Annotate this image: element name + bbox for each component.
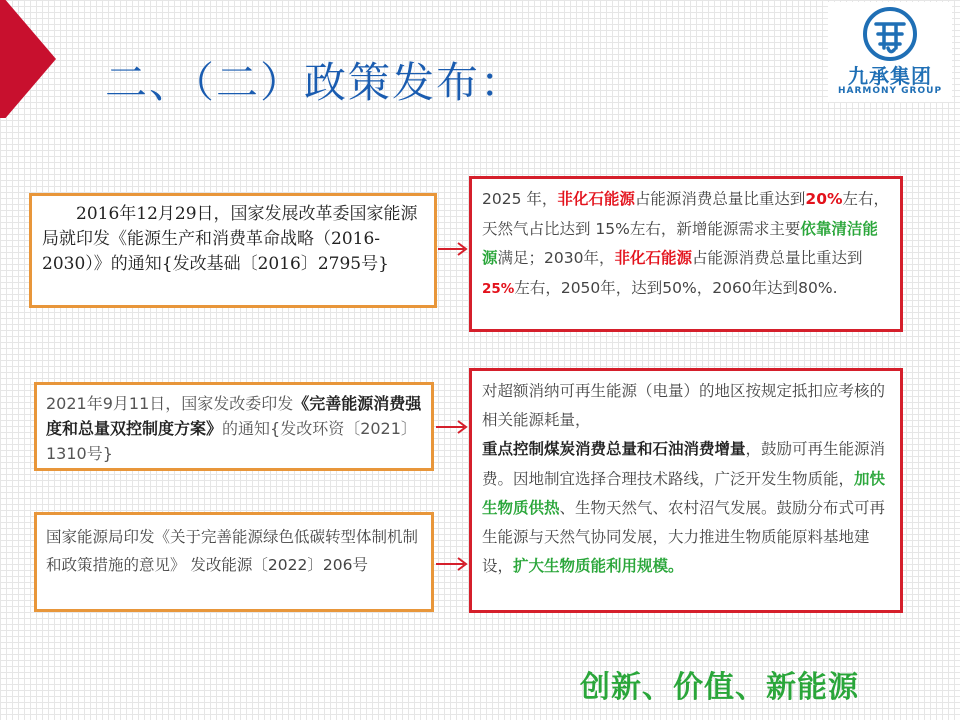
highlight-non-fossil: 非化石能源	[557, 190, 635, 208]
policy-2016-text: 2016年12月29日，国家发展改革委国家能源局就印发《能源生产和消费革命战略（2016-2030）》的通知{发改基础〔2016〕2795号}	[42, 204, 418, 274]
policy-2021-prefix: 2021年9月11日，国家发改委印发	[46, 394, 294, 413]
text-segment: 满足；2030年，	[497, 249, 615, 267]
company-logo	[828, 2, 952, 102]
target-biomass-text	[482, 377, 890, 581]
policy-box-2022	[34, 512, 434, 612]
logo-chinese-name: 九承集团	[848, 64, 932, 88]
text-segment: 占能源消费总量比重达到	[691, 249, 863, 267]
text-segment: 、生物天然气、农村沼气发展。鼓励分布式可再生能源与天然气协同发展，大力推进生物质能原料基地建设，	[482, 498, 886, 576]
highlight-25-percent: 25%	[482, 280, 515, 297]
arrow-right-icon	[438, 242, 470, 256]
text-segment: 对超额消纳可再生能源（电量）的地区按规定抵扣应考核的相关能源耗量，	[482, 382, 886, 430]
harmony-group-logo-icon	[862, 6, 918, 62]
policy-2021-doc-title: 《完善能源消费强度和总量双控制度方案》	[46, 394, 422, 438]
highlight-coal-oil-control: 重点控制煤炭消费总量和石油消费增量	[482, 440, 746, 459]
text-segment: ，鼓励可再生能源消费。因地制宜选择合理技术路线，广泛开发生物质能，	[482, 440, 886, 488]
highlight-non-fossil-2030: 非化石能源	[614, 249, 692, 267]
highlight-clean-energy: 依靠清洁能源	[482, 219, 878, 267]
arrow-right-icon	[436, 420, 470, 434]
highlight-20-percent: 20%	[805, 190, 843, 208]
slogan: 创新、价值、新能源	[580, 670, 859, 705]
target-box-energy-share	[469, 176, 903, 332]
logo-english-name: HARMONY GROUP	[837, 86, 943, 96]
text-segment: 占能源消费总量比重达到	[634, 190, 806, 208]
policy-box-2016	[29, 193, 437, 308]
corner-accent-shape	[0, 0, 56, 118]
highlight-biomass-scale: 扩大生物质能利用规模。	[513, 557, 684, 576]
target-energy-share-text	[482, 185, 890, 304]
policy-2022-text: 国家能源局印发《关于完善能源绿色低碳转型体制机制和政策措施的意见》 发改能源〔2022〕206号	[46, 528, 419, 574]
policy-2021-text	[46, 391, 422, 466]
text-segment: 左右，天然气占比达到 15%左右，新增能源需求主要	[482, 190, 890, 238]
policy-box-2021	[34, 382, 434, 471]
text-segment: 左右，2050年，达到50%，2060年达到80%.	[514, 278, 838, 297]
text-segment: 2025 年，	[482, 190, 558, 208]
policy-2021-suffix: 的通知{发改环资〔2021〕1310号}	[46, 419, 417, 463]
target-box-biomass	[469, 368, 903, 613]
arrow-right-icon	[436, 557, 470, 571]
page-title: 二、（二）政策发布：	[105, 58, 525, 107]
highlight-biomass-heating: 加快生物质供热	[482, 469, 886, 517]
